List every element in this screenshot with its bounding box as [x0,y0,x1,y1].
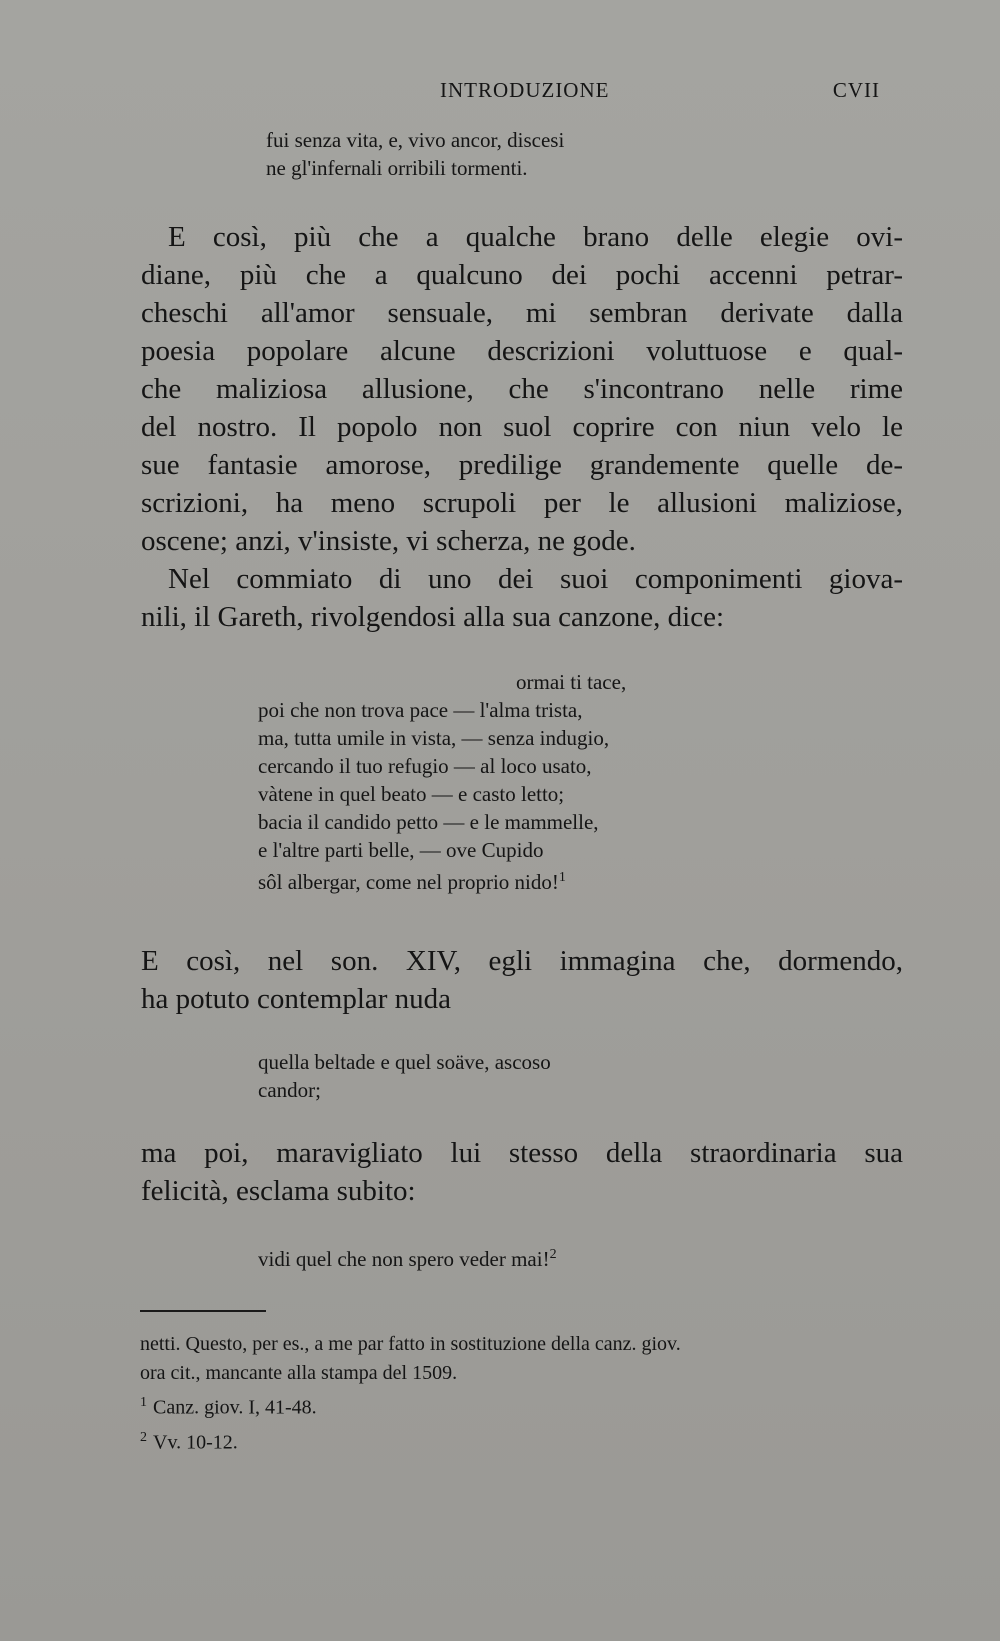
verse-line [258,864,626,896]
text-line: nili, il Gareth, rivolgendosi alla sua canzone, dice: [141,601,725,633]
text-line: diane, più che a qualcuno dei pochi accenni petrar- [141,259,903,291]
text-line: poesia popolare alcune descrizioni voluttuose e qual- [141,335,903,367]
verse-line: poi che non trova pace — l'alma trista, [258,698,583,722]
verse-line: quella beltade e quel soäve, ascoso [258,1050,551,1074]
verse-line: ma, tutta umile in vista, — senza indugio, [258,726,610,750]
verse-line: cercando il tuo refugio — al loco usato, [258,754,592,778]
verse-line: ne gl'infernali orribili tormenti. [266,156,528,180]
text-line: Nel commiato di uno dei suoi componimenti giova- [168,563,903,595]
text-line: oscene; anzi, v'insiste, vi scherza, ne gode. [141,525,636,557]
footnote-text: Vv. 10-12. [153,1431,238,1454]
footnote-mark: 2 [140,1429,147,1445]
footnote-continuation-line: netti. Questo, per es., a me par fatto in sostituzione della canz. giov. [140,1333,681,1355]
text-line: E così, più che a qualche brano delle elegie ovi- [168,221,903,253]
text-line: scrizioni, ha meno scrupoli per le allusioni maliziose, [141,487,903,519]
footnotes [140,1310,900,1457]
paragraph-2 [141,560,903,636]
running-head: INTRODUZIONE [440,78,610,102]
page-number: CVII [832,78,880,102]
verse-line: e l'altre parti belle, — ove Cupido [258,838,544,862]
paragraph-1 [141,218,903,560]
footnote-text: Canz. giov. I, 41-48. [153,1396,317,1419]
verse-quote-commiato [258,668,626,896]
text-line: felicità, esclama subito: [141,1175,416,1207]
footnote-ref-2: 2 [549,1247,557,1262]
paragraph-4 [141,1134,903,1210]
verse-quote-last [258,1241,557,1273]
text-line: ma poi, maravigliato lui stesso della straordinaria sua [141,1137,903,1169]
verse-line: vàtene in quel beato — e casto letto; [258,782,565,806]
footnote-2 [140,1423,900,1458]
footnote-1 [140,1388,900,1423]
footnote-continuation-line: ora cit., mancante alla stampa del 1509. [140,1362,458,1384]
footnote-ref-1: 1 [558,870,566,885]
verse-line-text: sôl albergar, come nel proprio nido! [258,870,559,894]
text-line: sue fantasie amorose, predilige grandemente quelle de- [141,449,903,481]
text-line: ha potuto contemplar nuda [141,983,452,1015]
text-line: E così, nel son. XIV, egli immagina che, dormendo, [141,945,903,977]
text-line: cheschi all'amor sensuale, mi sembran derivate dalla [141,297,903,329]
verse-quote-top [266,126,564,182]
verse-line: fui senza vita, e, vivo ancor, discesi [266,128,565,152]
text-line: che maliziosa allusione, che s'incontrano nelle rime [141,373,903,405]
page-header [140,78,880,108]
verse-quote-short [258,1048,551,1104]
verse-line [258,1241,557,1273]
paragraph-3 [141,942,903,1018]
verse-line: ormai ti tace, [516,670,627,694]
footnote-mark: 1 [140,1395,147,1410]
text-line: del nostro. Il popolo non suol coprire con niun velo le [141,411,903,443]
verse-line: bacia il candido petto — e le mammelle, [258,810,599,834]
verse-line: candor; [258,1078,321,1102]
footnote-rule [140,1310,266,1312]
verse-line-text: vidi quel che non spero veder mai! [258,1247,550,1271]
